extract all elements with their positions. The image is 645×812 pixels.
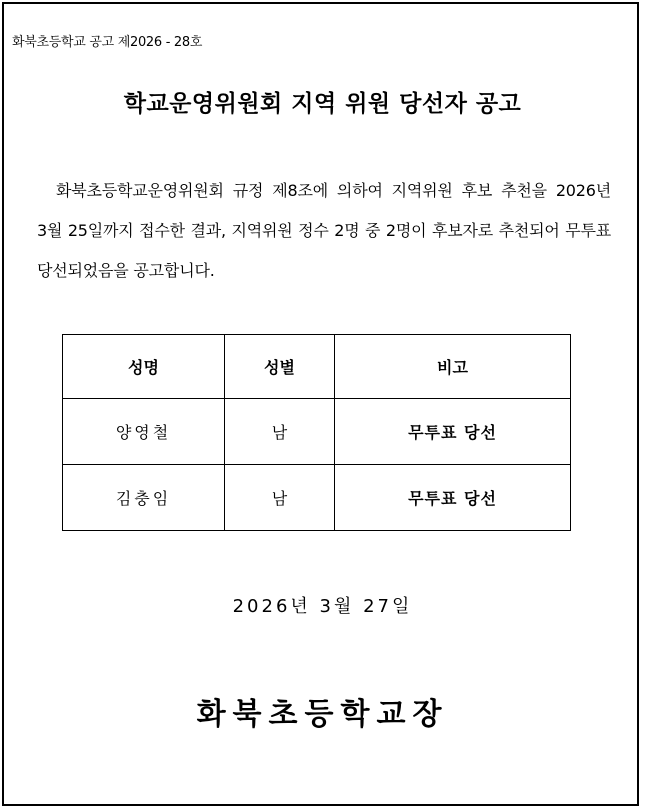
candidate-name: 김충임 [63, 465, 225, 531]
candidate-note: 무투표 당선 [335, 465, 571, 531]
candidate-name: 양영철 [63, 399, 225, 465]
document-title: 학교운영위원회 지역 위원 당선자 공고 [123, 91, 522, 117]
issuer-signature: 화북초등학교장 [196, 697, 449, 732]
table-row [63, 465, 571, 531]
notice-number: 화북초등학교 공고 제2026 - 28호 [12, 35, 203, 50]
notice-date: 2026년 3월 27일 [232, 596, 413, 617]
candidate-gender: 남 [225, 399, 335, 465]
header-name: 성명 [63, 335, 225, 399]
header-gender: 성별 [225, 335, 335, 399]
candidates-table [62, 334, 571, 531]
table-row [63, 399, 571, 465]
header-note: 비고 [335, 335, 571, 399]
candidate-note: 무투표 당선 [335, 399, 571, 465]
candidate-gender: 남 [225, 465, 335, 531]
body-paragraph: 화북초등학교운영위원회 규정 제8조에 의하여 지역위원 후보 추천을 2026년 3월 25일까지 접수한 결과, 지역위원 정수 2명 중 2명이 후보자로 추천되어 무투표 당선되었음을 공고합니다. [37, 181, 611, 280]
table-header-row [63, 335, 571, 399]
